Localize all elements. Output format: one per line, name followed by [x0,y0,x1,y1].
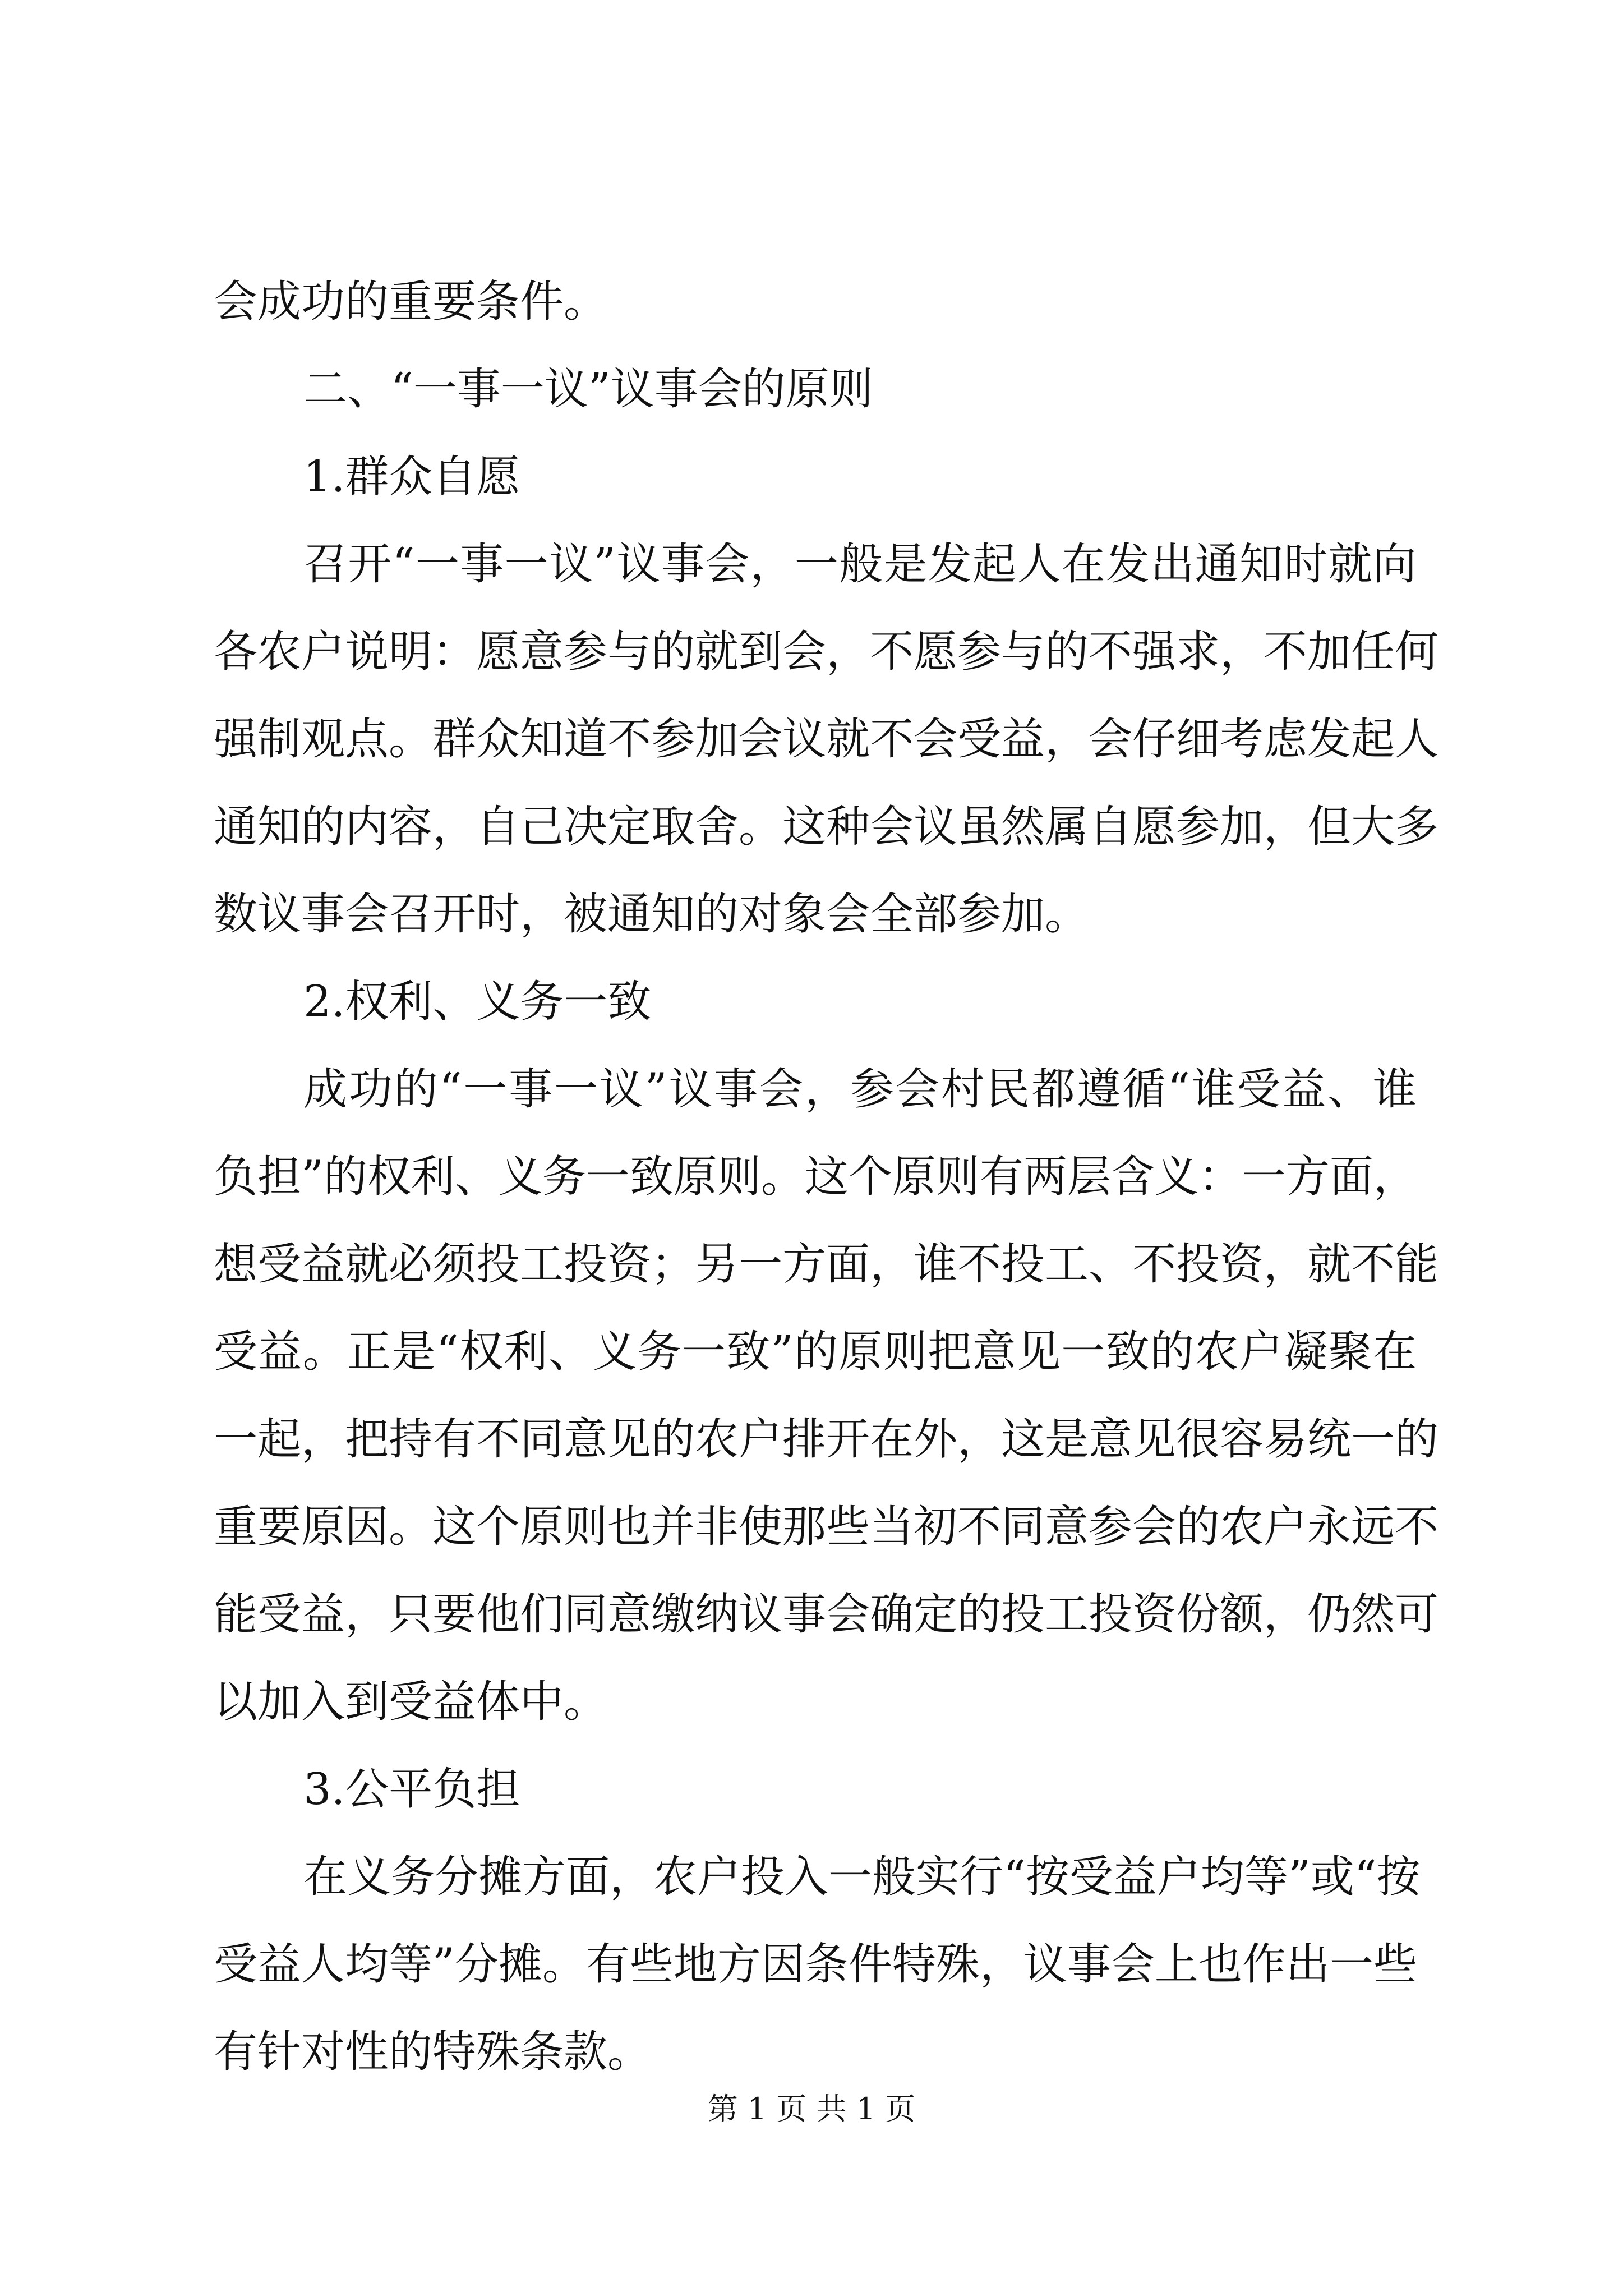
text-line: 会成功的重要条件。 [214,277,608,327]
text-line: 强制观点。群众知道不参加会议就不会受益，会仔细考虑发起人 [214,714,1439,765]
text-line: 想受益就必须投工投资；另一方面，谁不投工、不投资，就不能 [214,1239,1439,1290]
text-line: 在义务分摊方面，农户投入一般实行“按受益户均等”或“按 [303,1852,1421,1902]
text-line: 数议事会召开时，被通知的对象会全部参加。 [214,889,1089,940]
section-heading: 二、“一事一议”议事会的原则 [303,364,873,415]
text-line: 各农户说明：愿意参与的就到会，不愿参与的不强求，不加任何 [214,627,1439,677]
text-line: 受益。正是“权利、义务一致”的原则把意见一致的农户凝聚在 [214,1327,1417,1377]
page-footer [0,2087,1623,2132]
text-line: 以加入到受益体中。 [214,1677,608,1727]
document-body [214,258,1439,2096]
text-line: 有针对性的特殊条款。 [214,2027,652,2077]
text-line: 成功的“一事一议”议事会，参会村民都遵循“谁受益、谁 [303,1064,1417,1115]
subheading: 1.群众自愿 [303,452,520,502]
subheading: 3.公平负担 [303,1764,520,1815]
text-line: 召开“一事一议”议事会，一般是发起人在发出通知时就向 [303,539,1417,590]
text-line: 重要原因。这个原则也并非使那些当初不同意参会的农户永远不 [214,1502,1439,1552]
text-line: 负担”的权利、义务一致原则。这个原则有两层含义：一方面， [214,1152,1417,1202]
text-line: 一起，把持有不同意见的农户排开在外，这是意见很容易统一的 [214,1414,1439,1465]
subheading: 2.权利、义务一致 [303,977,652,1027]
text-line: 受益人均等”分摊。有些地方因条件特殊，议事会上也作出一些 [214,1939,1417,1990]
text-line: 能受益，只要他们同意缴纳议事会确定的投工投资份额，仍然可 [214,1589,1439,1640]
page-number-label: 第 1 页 共 1 页 [707,2091,916,2127]
text-line: 通知的内容，自己决定取舍。这种会议虽然属自愿参加，但大多 [214,802,1439,852]
